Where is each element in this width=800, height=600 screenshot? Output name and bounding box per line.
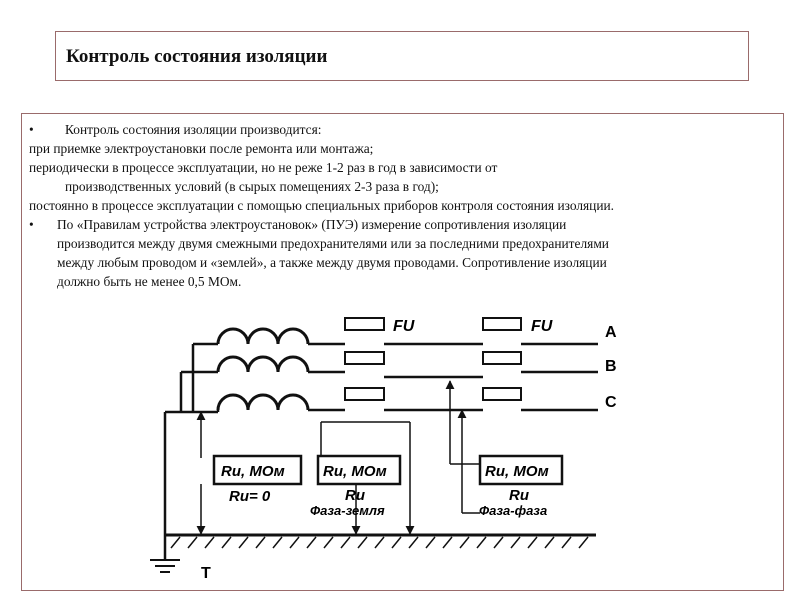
slide-title: Контроль состояния изоляции [66, 46, 328, 67]
coil-b [218, 357, 308, 372]
fuses [345, 318, 521, 400]
fuse-1b [345, 352, 384, 364]
text-line-9: должно быть не менее 0,5 МОм. [57, 274, 242, 289]
coil-a [218, 329, 308, 344]
phase-label-b: B [605, 358, 617, 375]
ground-icon [150, 560, 180, 572]
coil-c [218, 395, 308, 410]
fuse-2c [483, 388, 521, 400]
meter-3-label: Rи, МОм [485, 463, 549, 480]
text-line-6: По «Правилам устройства электроустановок» (ПУЭ) измерение сопротивления изоляции [57, 217, 567, 232]
ground-label: Т [201, 565, 211, 582]
fuse-1c [345, 388, 384, 400]
text-line-1: Контроль состояния изоляции производится: [65, 122, 322, 137]
fuse-1a [345, 318, 384, 330]
bullet-marker: • [29, 217, 34, 232]
text-line-4: производственных условий (в сырых помещениях 2-3 раза в год); [65, 179, 439, 194]
text-line-3: периодически в процессе эксплуатации, но не реже 1-2 раз в год в зависимости от [29, 160, 498, 175]
text-line-7: производится между двумя смежными предохранителями или за последними предохранителями [57, 236, 609, 251]
phase-label-a: A [605, 324, 617, 341]
text-line-8: между любым проводом и «землей», а также между двумя проводами. Сопротивление изоляции [57, 255, 607, 270]
neutral-wiring [165, 344, 218, 560]
transformer-coils [218, 329, 308, 410]
fuse-label-2: FU [531, 318, 553, 335]
text-line-5: постоянно в процессе эксплуатации с помощью специальных приборов контроля состояния изоляции. [29, 198, 615, 213]
ground-bus [165, 535, 596, 548]
fuse-label-1: FU [393, 318, 415, 335]
text-line-2: при приемке электроустановки после ремонта или монтажа; [29, 141, 374, 156]
meter-2-caption-1: Rи [345, 487, 365, 504]
fuse-2a [483, 318, 521, 330]
meter-2-caption-2: Фаза-земля [310, 503, 385, 518]
meter-1-label: Rи, МОм [221, 463, 285, 480]
meter-1-caption: Rи= 0 [229, 488, 271, 505]
meter-3-caption-1: Rи [509, 487, 529, 504]
meter-2-label: Rи, МОм [323, 463, 387, 480]
phase-label-c: C [605, 394, 617, 411]
meter-3-caption-2: Фаза-фаза [479, 503, 548, 518]
bullet-marker: • [29, 122, 34, 137]
fuse-2b [483, 352, 521, 364]
